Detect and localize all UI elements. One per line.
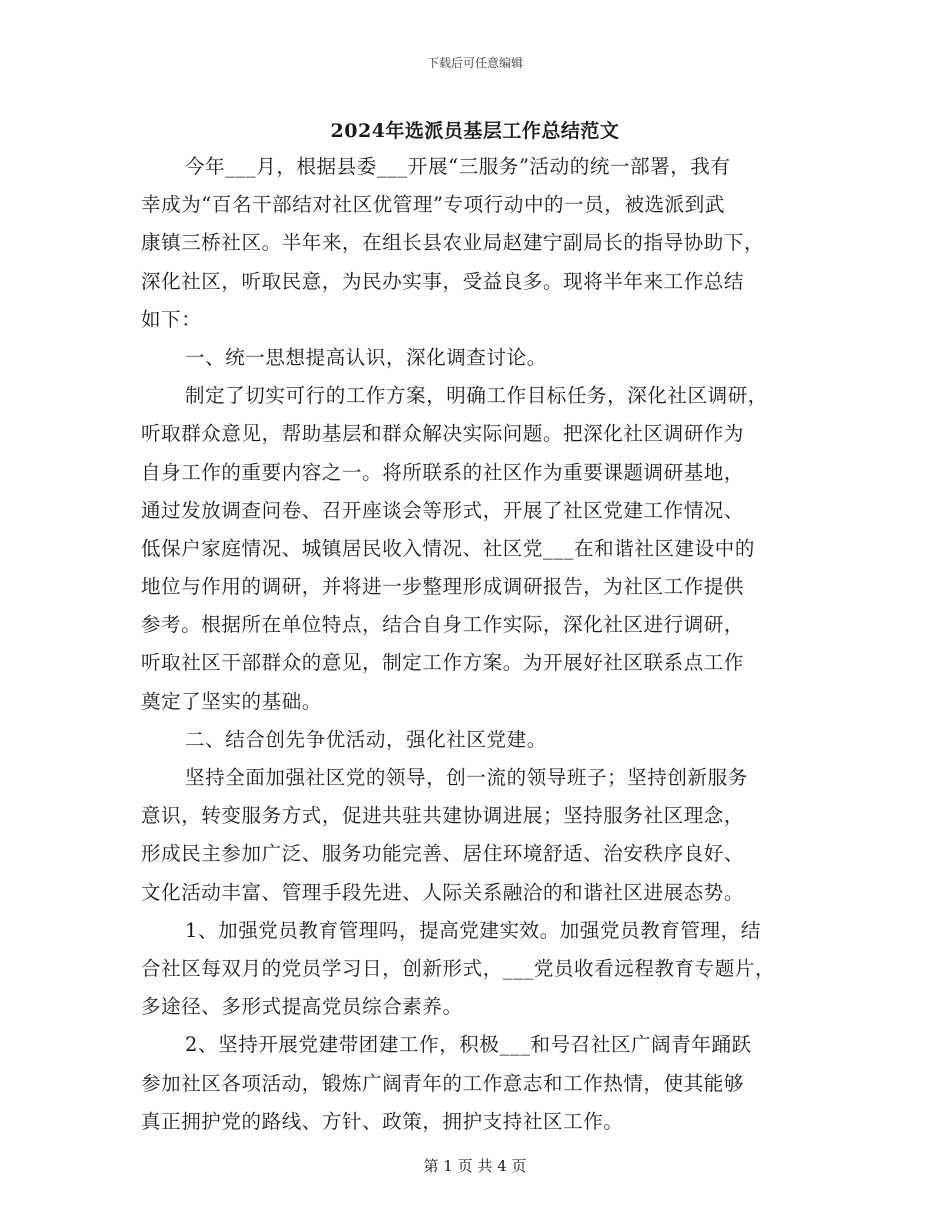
paragraph-line: 2、坚持开展党建带团建工作，积极___和号召社区广阔青年踊跃 (185, 1033, 752, 1057)
section-heading: 一、统一思想提高认识，深化调查讨论。 (185, 345, 547, 369)
paragraph-line: 通过发放调查问卷、召开座谈会等形式，开展了社区党建工作情况、 (141, 498, 745, 522)
paragraph-line: 1、加强党员教育管理吗，提高党建实效。加强党员教育管理，结 (185, 918, 761, 942)
paragraph-line: 康镇三桥社区。半年来，在组长县农业局赵建宁副局长的指导协助下， (141, 231, 765, 255)
paragraph-line: 奠定了坚实的基础。 (141, 689, 322, 713)
paragraph-line: 听取群众意见，帮助基层和群众解决实际问题。把深化社区调研作为 (141, 422, 745, 446)
paragraph-line: 今年___月，根据县委___开展“三服务”活动的统一部署，我有 (185, 155, 731, 178)
paragraph-line: 合社区每双月的党员学习日，创新形式，___党员收看远程教育专题片， (141, 956, 776, 980)
section-heading: 二、结合创先争优活动，强化社区党建。 (185, 727, 547, 751)
paragraph-line: 真正拥护党的路线、方针、政策，拥护支持社区工作。 (141, 1109, 624, 1133)
paragraph-line: 多途径、多形式提高党员综合素养。 (141, 995, 463, 1019)
page-footer: 第 1 页 共 4 页 (423, 1157, 527, 1175)
document-title: 2024年选派员基层工作总结范文 (330, 120, 620, 142)
header-note: 下载后可任意编辑 (426, 56, 523, 70)
paragraph-line: 自身工作的重要内容之一。将所联系的社区作为重要课题调研基地， (141, 460, 745, 484)
paragraph-line: 如下： (141, 307, 202, 331)
paragraph-line: 意识，转变服务方式，促进共驻共建协调进展；坚持服务社区理念， (141, 804, 745, 828)
paragraph-line: 坚持全面加强社区党的领导，创一流的领导班子；坚持创新服务 (185, 766, 748, 789)
paragraph-line: 形成民主参加广泛、服务功能完善、居住环境舒适、治安秩序良好、 (141, 842, 745, 866)
paragraph-line: 文化活动丰富、管理手段先进、人际关系融洽的和谐社区进展态势。 (141, 880, 745, 904)
document-body (141, 148, 813, 1141)
paragraph-line: 深化社区，听取民意，为民办实事，受益良多。现将半年来工作总结 (141, 269, 745, 293)
paragraph-line: 低保户家庭情况、城镇居民收入情况、社区党___在和谐社区建设中的 (141, 536, 755, 560)
paragraph-line: 幸成为“百名干部结对社区优管理”专项行动中的一员，被选派到武 (141, 193, 725, 217)
paragraph-line: 听取社区干部群众的意见，制定工作方案。为开展好社区联系点工作 (141, 651, 745, 675)
paragraph-line: 参考。根据所在单位特点，结合自身工作实际，深化社区进行调研， (141, 613, 745, 637)
paragraph-line: 制定了切实可行的工作方案，明确工作目标任务，深化社区调研， (185, 384, 768, 408)
paragraph-line: 参加社区各项活动，锻炼广阔青年的工作意志和工作热情，使其能够 (141, 1071, 745, 1095)
paragraph-line: 地位与作用的调研，并将进一步整理形成调研报告，为社区工作提供 (141, 575, 745, 599)
